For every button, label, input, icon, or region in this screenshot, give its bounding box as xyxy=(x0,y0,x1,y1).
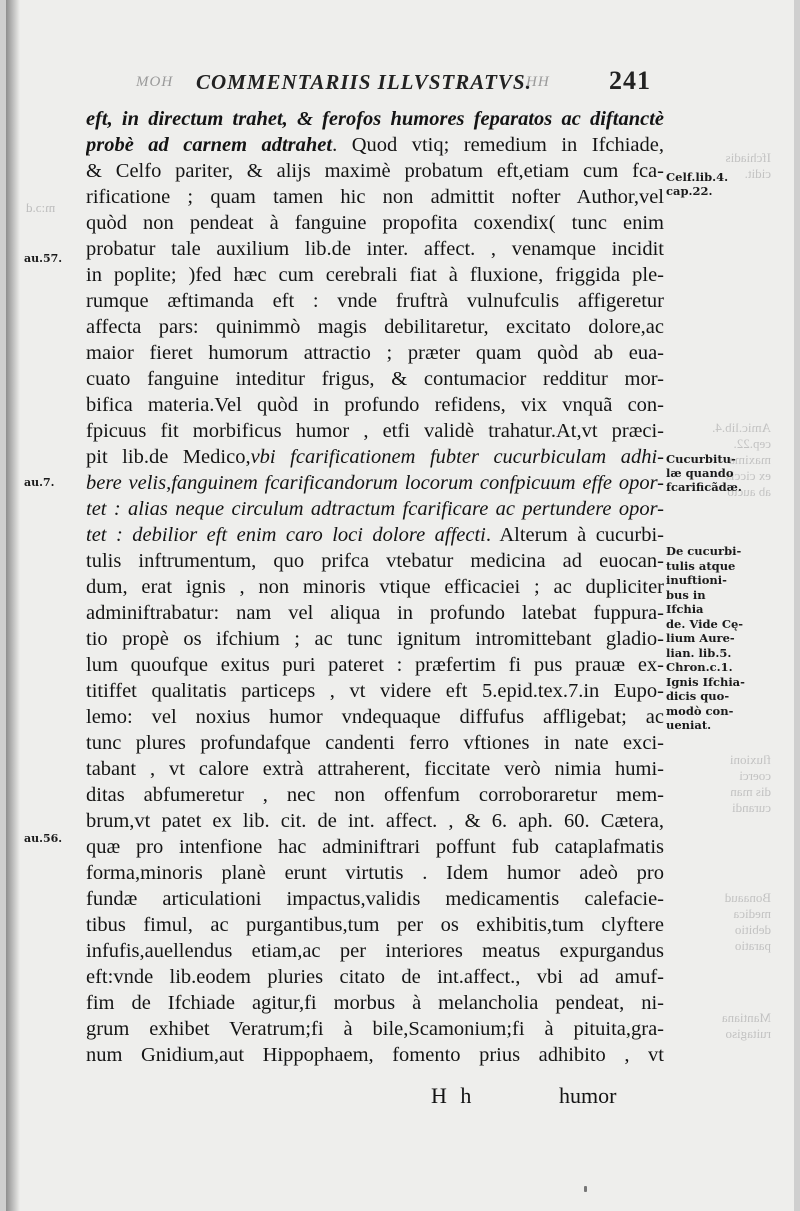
text-segment: dum, erat ignis , non minoris vtique efficaciei ; ac dupliciter xyxy=(86,576,664,598)
text-line xyxy=(86,652,664,678)
text-segment: ditas abfumeretur , nec non offenfum corroboraretur mem- xyxy=(86,784,664,806)
text-line xyxy=(86,184,664,210)
ink-speck xyxy=(584,1186,587,1192)
text-line xyxy=(86,964,664,990)
text-line xyxy=(86,262,664,288)
text-line xyxy=(86,522,664,548)
header-ghost-right: HH xyxy=(526,74,550,90)
text-line xyxy=(86,808,664,834)
margin-note-line: Cucurbitu- xyxy=(666,452,736,466)
text-line xyxy=(86,158,664,184)
text-line xyxy=(86,678,664,704)
text-line xyxy=(86,886,664,912)
bleed-through-text: Ifchiadis cidit. xyxy=(725,150,771,181)
margin-note-ignis xyxy=(666,544,746,733)
margin-note-line: lium Aure- xyxy=(666,631,735,645)
bleed-through-text: fluxioni coerci dis man curandi xyxy=(729,752,771,815)
text-line xyxy=(86,106,664,132)
margin-note-line: lian. lib.5. xyxy=(666,645,732,660)
margin-note-line: de. Vide Cę- xyxy=(666,616,744,631)
running-header xyxy=(136,66,676,102)
text-segment: tabant , vt calore extrà attraherent, ficcitate verò nimia humi- xyxy=(86,758,664,780)
text-segment: bere velis,fanguinem fcarificandorum locorum confpicuum effe opor- xyxy=(86,472,664,494)
text-segment: eft, in directum trahet, & ferofos humores feparatos ac diftanctè xyxy=(86,108,664,130)
text-segment: tulis inftrumentum, quo prifca vtebatur medicina ad euocan- xyxy=(86,550,664,572)
text-segment: tio propè os ifchium ; ac tunc ignitum intromittebant gladio- xyxy=(86,628,664,650)
margin-note-line: Ignis Ifchia- xyxy=(666,674,745,689)
margin-note-line: ueniat. xyxy=(666,718,712,732)
text-line xyxy=(86,366,664,392)
text-line xyxy=(86,704,664,730)
left-margin-note: au.57. xyxy=(24,252,63,265)
text-line xyxy=(86,730,664,756)
header-title: COMMENTARIIS ILLVSTRATVS. xyxy=(196,70,532,94)
text-segment: infufis,auellendus etiam,ac per interiores meatus expurgandus xyxy=(86,940,664,962)
text-line xyxy=(86,782,664,808)
signature-mark: H h xyxy=(431,1083,476,1108)
text-segment: affecta pars: quinimmò magis debilitaretur, excitato dolore,ac xyxy=(86,316,664,338)
text-segment: titiffet qualitatis particeps , vt videre eft 5.epid.tex.7.in Eupo- xyxy=(86,680,664,702)
text-segment: grum exhibet Veratrum;fi à bile,Scamonium;fi à pituita,gra- xyxy=(86,1018,664,1040)
text-line xyxy=(86,990,664,1016)
page-footer xyxy=(6,1083,794,1113)
text-segment: adminiftrabatur: nam vel aliqua in profundo latebat fuppura- xyxy=(86,602,664,624)
text-line xyxy=(86,444,664,470)
text-segment: probè ad carnem adtrahet xyxy=(86,134,333,156)
text-segment: rumque æftimanda eft : vnde fruftrà vulnufculis affigeretur xyxy=(86,290,664,312)
text-segment: in poplite; )fed hæc cum cerebrali fiat à fluxione, friggida ple- xyxy=(86,264,664,286)
text-segment: quòd non pendeat à fanguine propofita coxendix( tunc enim xyxy=(86,212,664,234)
text-line xyxy=(86,210,664,236)
text-segment: . Alterum à cucurbi- xyxy=(485,524,664,546)
text-line xyxy=(86,912,664,938)
text-segment: vbi fcarificationem fubter cucurbiculam adhi- xyxy=(250,446,664,468)
text-line xyxy=(86,288,664,314)
margin-note-celsus xyxy=(666,170,746,198)
text-line xyxy=(86,574,664,600)
text-segment: quæ pro intenfione hac adminiftrari poffunt fub cataplafmatis xyxy=(86,836,664,858)
text-line xyxy=(86,470,664,496)
text-line xyxy=(86,392,664,418)
text-segment: tet : alias neque circulum adtractum fcarificare ac pertundere opor- xyxy=(86,498,664,520)
text-line xyxy=(86,756,664,782)
text-segment: . Quod vtiq; remedium in Ifchiade, xyxy=(332,134,664,156)
text-line xyxy=(86,236,664,262)
margin-note-line: Chron.c.1. xyxy=(666,660,733,674)
margin-note-line: læ quando xyxy=(666,466,734,480)
margin-note-line: De cucurbi- xyxy=(666,544,742,558)
margin-note-line: tulis atque xyxy=(666,558,736,573)
header-ghost-left: MOH xyxy=(136,74,174,90)
text-line xyxy=(86,1042,664,1068)
text-segment: bifica materia.Vel quòd in profundo refidens, vix vnquã con- xyxy=(86,394,664,416)
margin-note-line: inuftioni- xyxy=(666,573,727,587)
bleed-through-text: Bonaaud medica debitio paratio xyxy=(724,890,771,953)
text-line xyxy=(86,1016,664,1042)
text-segment: rificatione ; quam tamen hic non admittit nofter Author,vel xyxy=(86,186,664,208)
text-segment: num Gnidium,aut Hippophaem, fomento prius adhibito , vt xyxy=(86,1044,664,1066)
text-segment: tibus fimul, ac purgantibus,tum per os exhibitis,tum clyftere xyxy=(86,914,664,936)
text-segment: eft:vnde lib.eodem pluries citato de int.affect., vbi ad amuf- xyxy=(86,966,664,988)
left-margin-note: au.56. xyxy=(24,832,63,845)
text-segment: tet : debilior eft enim caro loci dolore affecti xyxy=(86,524,486,546)
text-line xyxy=(86,834,664,860)
text-line xyxy=(86,626,664,652)
text-segment: pit lib.de Medico, xyxy=(86,446,251,468)
text-segment: lum quoufque exitus puri pateret : præfertim fi pus prauæ ex- xyxy=(86,654,664,676)
margin-note-line: dicis quo- xyxy=(666,689,730,703)
margin-note-line: cap.22. xyxy=(666,184,713,198)
left-margin-note: au.7. xyxy=(24,476,55,489)
text-line xyxy=(86,314,664,340)
margin-note-line: modò con- xyxy=(666,703,734,718)
text-line xyxy=(86,132,664,158)
margin-note-cucurbitulae xyxy=(666,452,746,494)
bleed-through-text: Amic.lib.4. cep.22. maxima ex ciccis ab aucto xyxy=(712,420,771,499)
text-segment: probatur tale auxilium lib.de inter. affect. , venamque incidit xyxy=(86,238,664,260)
text-segment: lemo: vel noxius humor vndequaque diffufus affligebat; ac xyxy=(86,706,664,728)
margin-note-line: bus in Ifchia xyxy=(666,587,706,616)
text-segment: tunc plures profundafque candenti ferro vftiones in nate exci- xyxy=(86,732,664,754)
text-segment: fim de Ifchiade agitur,fi morbus à melancholia pendeat, ni- xyxy=(86,992,664,1014)
main-text-block xyxy=(86,106,664,1068)
bleed-through-text: m:ɔ.d xyxy=(26,200,56,215)
text-segment: cuato fanguine inteditur frigus, & contumacior redditur mor- xyxy=(86,368,664,390)
text-line xyxy=(86,340,664,366)
text-line xyxy=(86,548,664,574)
text-segment: brum,vt patet ex lib. cit. de int. affect. , & 6. aph. 60. Cætera, xyxy=(86,810,664,832)
text-line xyxy=(86,600,664,626)
text-line xyxy=(86,860,664,886)
text-segment: forma,minoris planè erunt virtutis . Idem humor adeò pro xyxy=(86,862,664,884)
catchword: humor xyxy=(559,1083,617,1108)
text-line xyxy=(86,496,664,522)
margin-note-line: fcarificãdæ. xyxy=(666,480,742,494)
bleed-through-text: Mantiana ruitagiso xyxy=(721,1010,771,1041)
text-segment: fundæ articulationi impactus,validis medicamentis calefacie- xyxy=(86,888,664,910)
margin-note-line: Celf.lib.4. xyxy=(666,170,729,184)
text-segment: & Celfo pariter, & alijs maximè probatum eft,etiam cum fca- xyxy=(86,160,664,182)
text-line xyxy=(86,938,664,964)
book-page xyxy=(6,0,794,1211)
page-number: 241 xyxy=(609,66,651,95)
text-line xyxy=(86,418,664,444)
text-segment: maior fieret humorum attractio ; præter quam quòd ab eua- xyxy=(86,342,664,364)
text-segment: fpicuus fit morbificus humor , etfi validè trahatur.At,vt præci- xyxy=(86,420,664,442)
